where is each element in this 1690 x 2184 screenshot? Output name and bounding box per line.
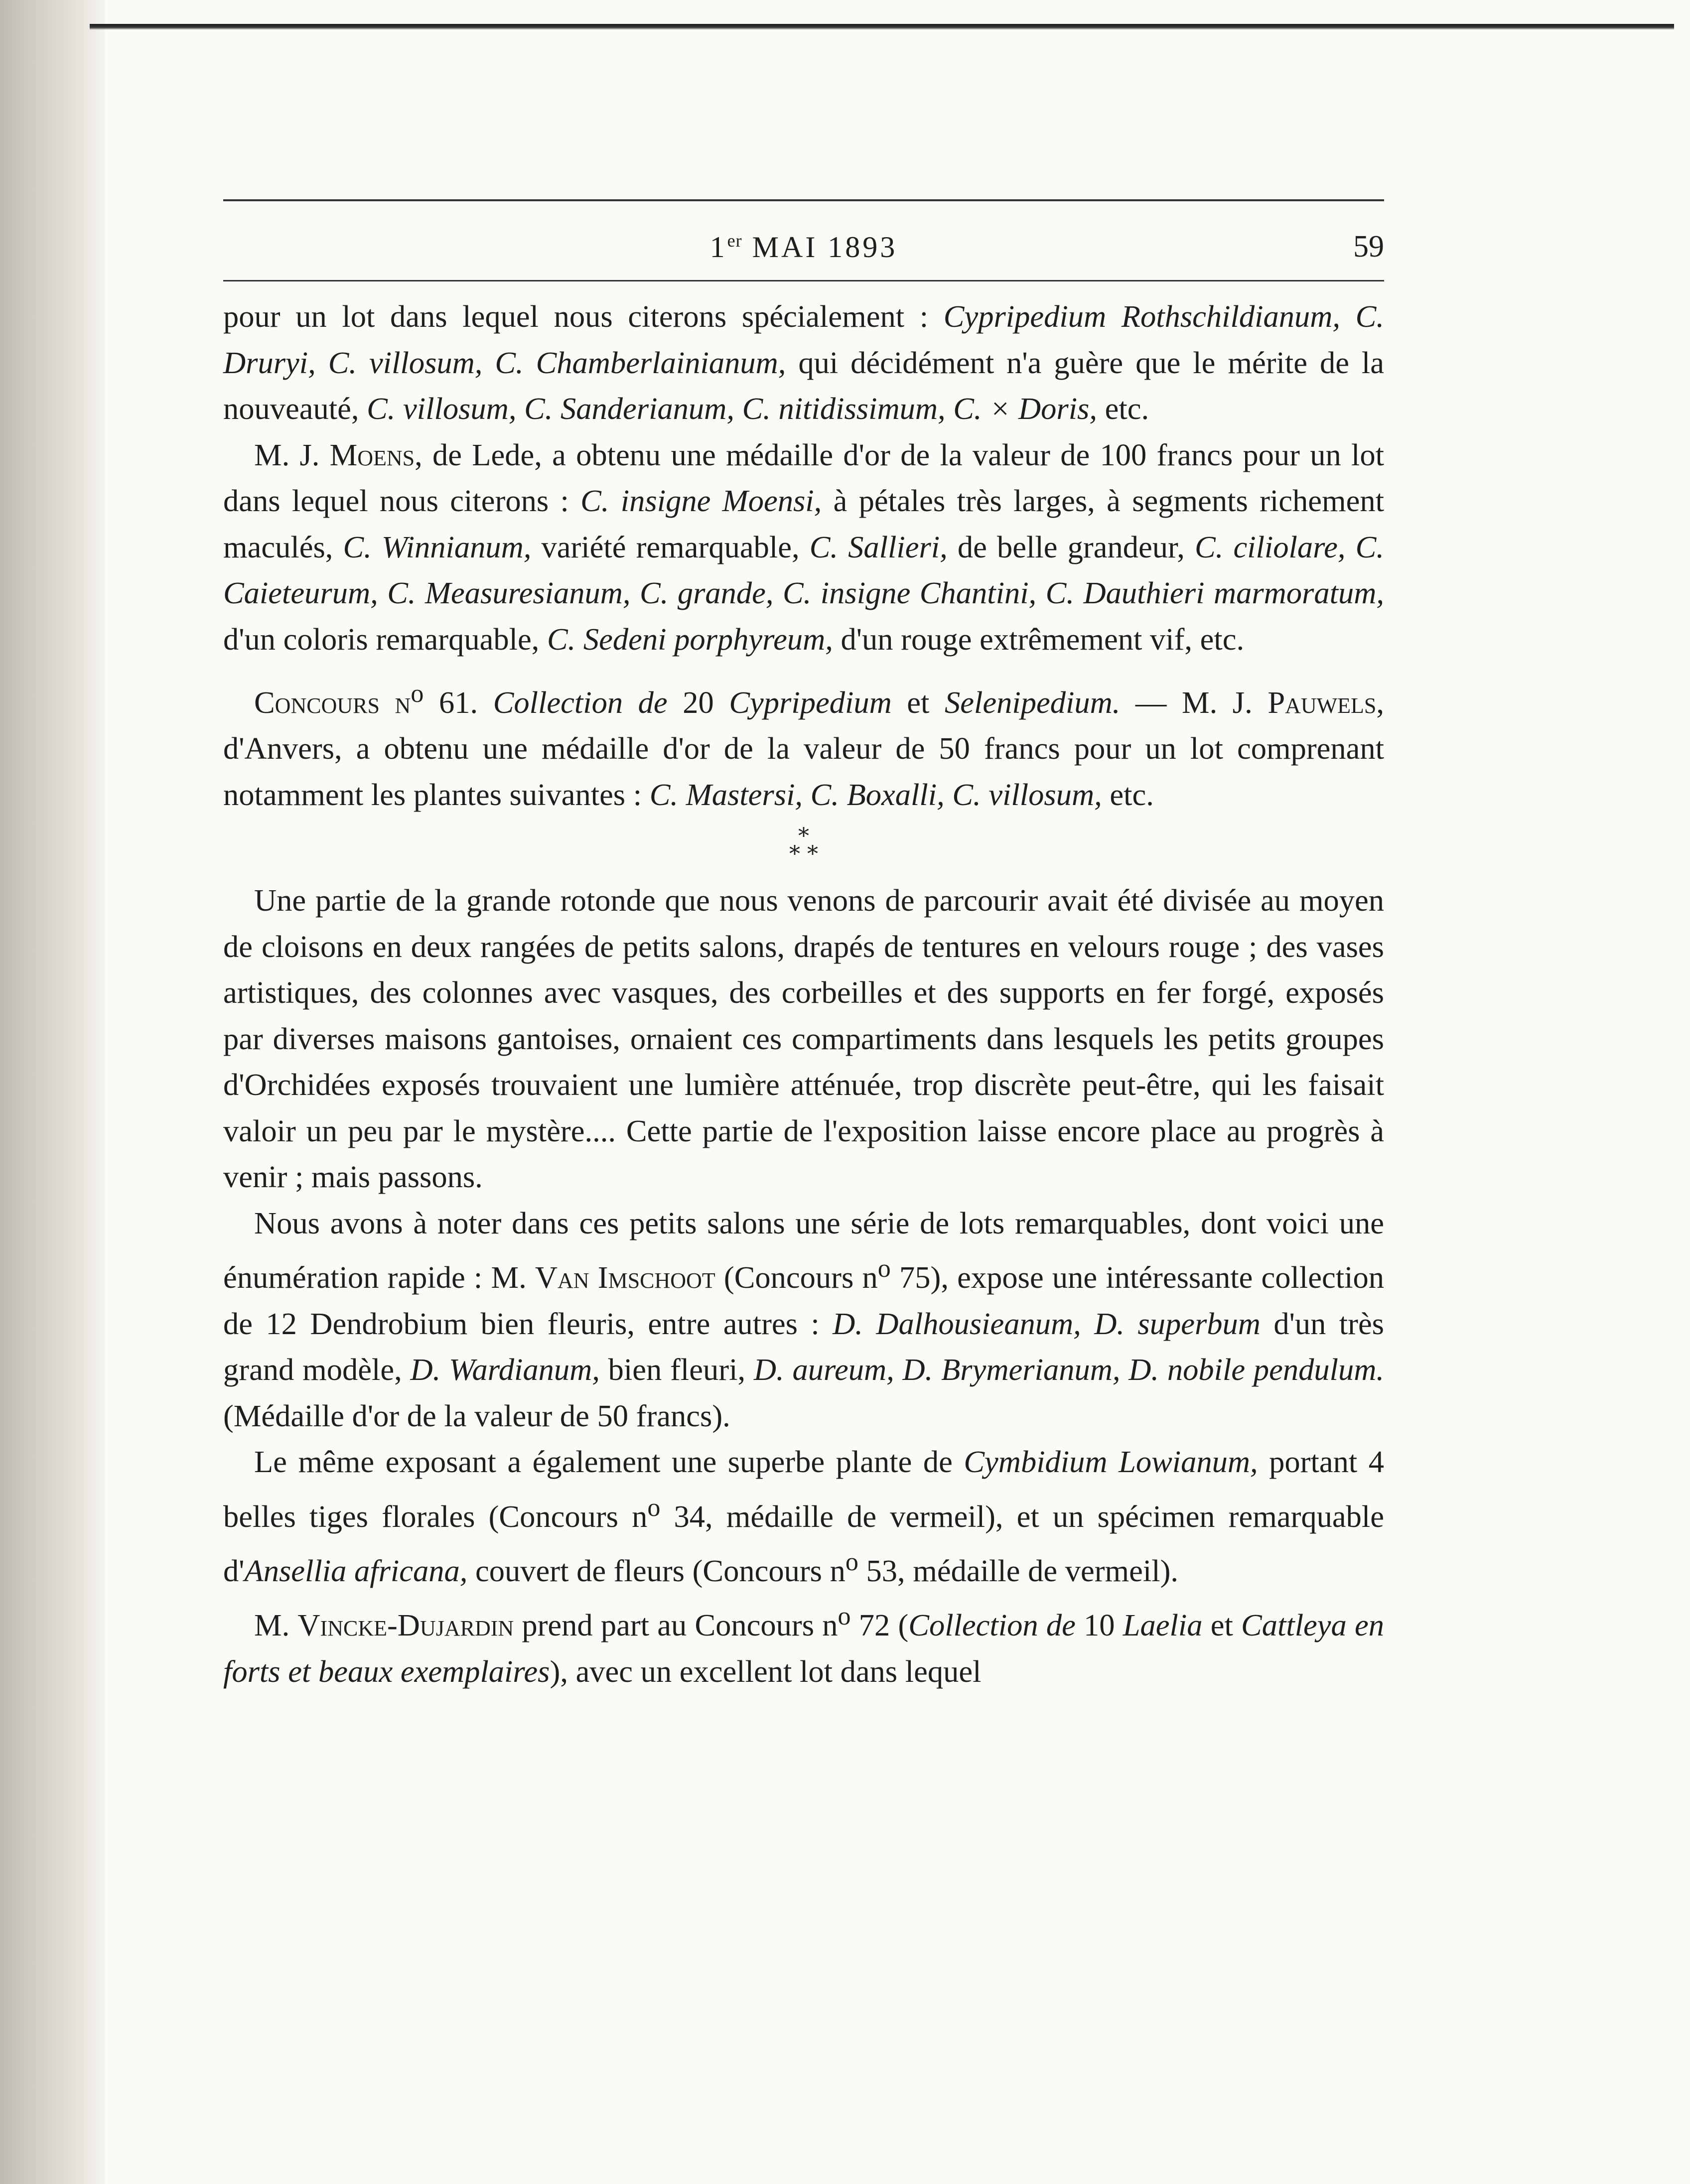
asterism-separator: * * *: [789, 823, 818, 867]
paragraph-3: Concours $n^o$ 61. Collection de 20 Cypripedium et Selenipedium. — M. J. Pauwels, d'Anvers, a obtenu une médaille d'or de la valeur de 50 francs pour un lot comprenant notamment les plantes suivantes : C. Mastersi, C. Boxalli, C. villosum, etc.: [223, 680, 1385, 812]
date-day-suffix: er: [727, 231, 742, 251]
binding-gutter-shadow: [0, 0, 105, 2184]
body-text: [223, 293, 1384, 1694]
paragraph-6: Le même exposant a également une superbe plante de Cymbidium Lowianum, portant 4 belles tiges florales (Concours $n^o$ 34, médaille de vermeil), et un spécimen remarquable d'Ansellia africana, couvert de fleurs (Concours $n^o$ 53, médaille de vermeil).: [223, 1444, 1384, 1588]
book-page: [223, 199, 1384, 1694]
scan-top-edge: [90, 24, 1674, 30]
running-header: [223, 201, 1384, 280]
paragraph-4: Une partie de la grande rotonde que nous venons de parcourir avait été divisée au moyen de cloisons en deux rangées de petits salons, drapés de tentures en velours rouge ; des vases artistiques, des colonnes avec vasques, des corbeilles et des supports en fer forgé, exposés par diverses maisons gantoises, ornaient ces compartiments dans lesquels les petits groupes d'Orchidées exposés trouvaient une lumière atténuée, trop discrète peut-être, qui les faisait valoir un peu par le mystère.... Cette partie de l'exposition laisse encore place au progrès à venir ; mais passons.: [223, 883, 1384, 1195]
paragraph-5: Nous avons à noter dans ces petits salons une série de lots remarquables, dont voici une énumération rapide : M. Van Imschoot (Concours $n^o$ 75), expose une intéressante collection de 12 Dendrobium bien fleuris, entre autres : D. Dalhousieanum, D. superbum d'un très grand modèle, D. Wardianum, bien fleuri, D. aureum, D. Brymerianum, D. nobile pendulum. (Médaille d'or de la valeur de 50 francs).: [223, 1205, 1385, 1433]
date-day: 1: [709, 231, 727, 264]
paragraph-2: M. J. Moens, de Lede, a obtenu une médaille d'or de la valeur de 100 francs pour un lot dans lequel nous citerons : C. insigne Moensi, à pétales très larges, à segments richement maculés, C. Winnianum, variété remarquable, C. Sallieri, de belle grandeur, C. ciliolare, C. Caieteurum, C. Measuresianum, C. grande, C. insigne Chantini, C. Dauthieri marmoratum, d'un coloris remarquable, C. Sedeni porphyreum, d'un rouge extrêmement vif, etc.: [223, 437, 1384, 657]
paragraph-7: M. Vincke-Dujardin prend part au Concours $n^o$ 72 (Collection de 10 Laelia et Cattleya en forts et beaux exemplaires), avec un excellent lot dans lequel: [223, 1602, 1384, 1689]
running-title: [223, 230, 1384, 265]
date-month-year: MAI 1893: [752, 231, 898, 264]
page-number: 59: [1353, 230, 1384, 264]
paragraph-1: pour un lot dans lequel nous citerons spécialement : Cypripedium Rothschildianum, C. Druryi, C. villosum, C. Chamberlainianum, qui décidément n'a guère que le mérite de la nouveauté, C. villosum, C. Sanderianum, C. nitidissimum, C. × Doris, etc.: [223, 299, 1384, 426]
